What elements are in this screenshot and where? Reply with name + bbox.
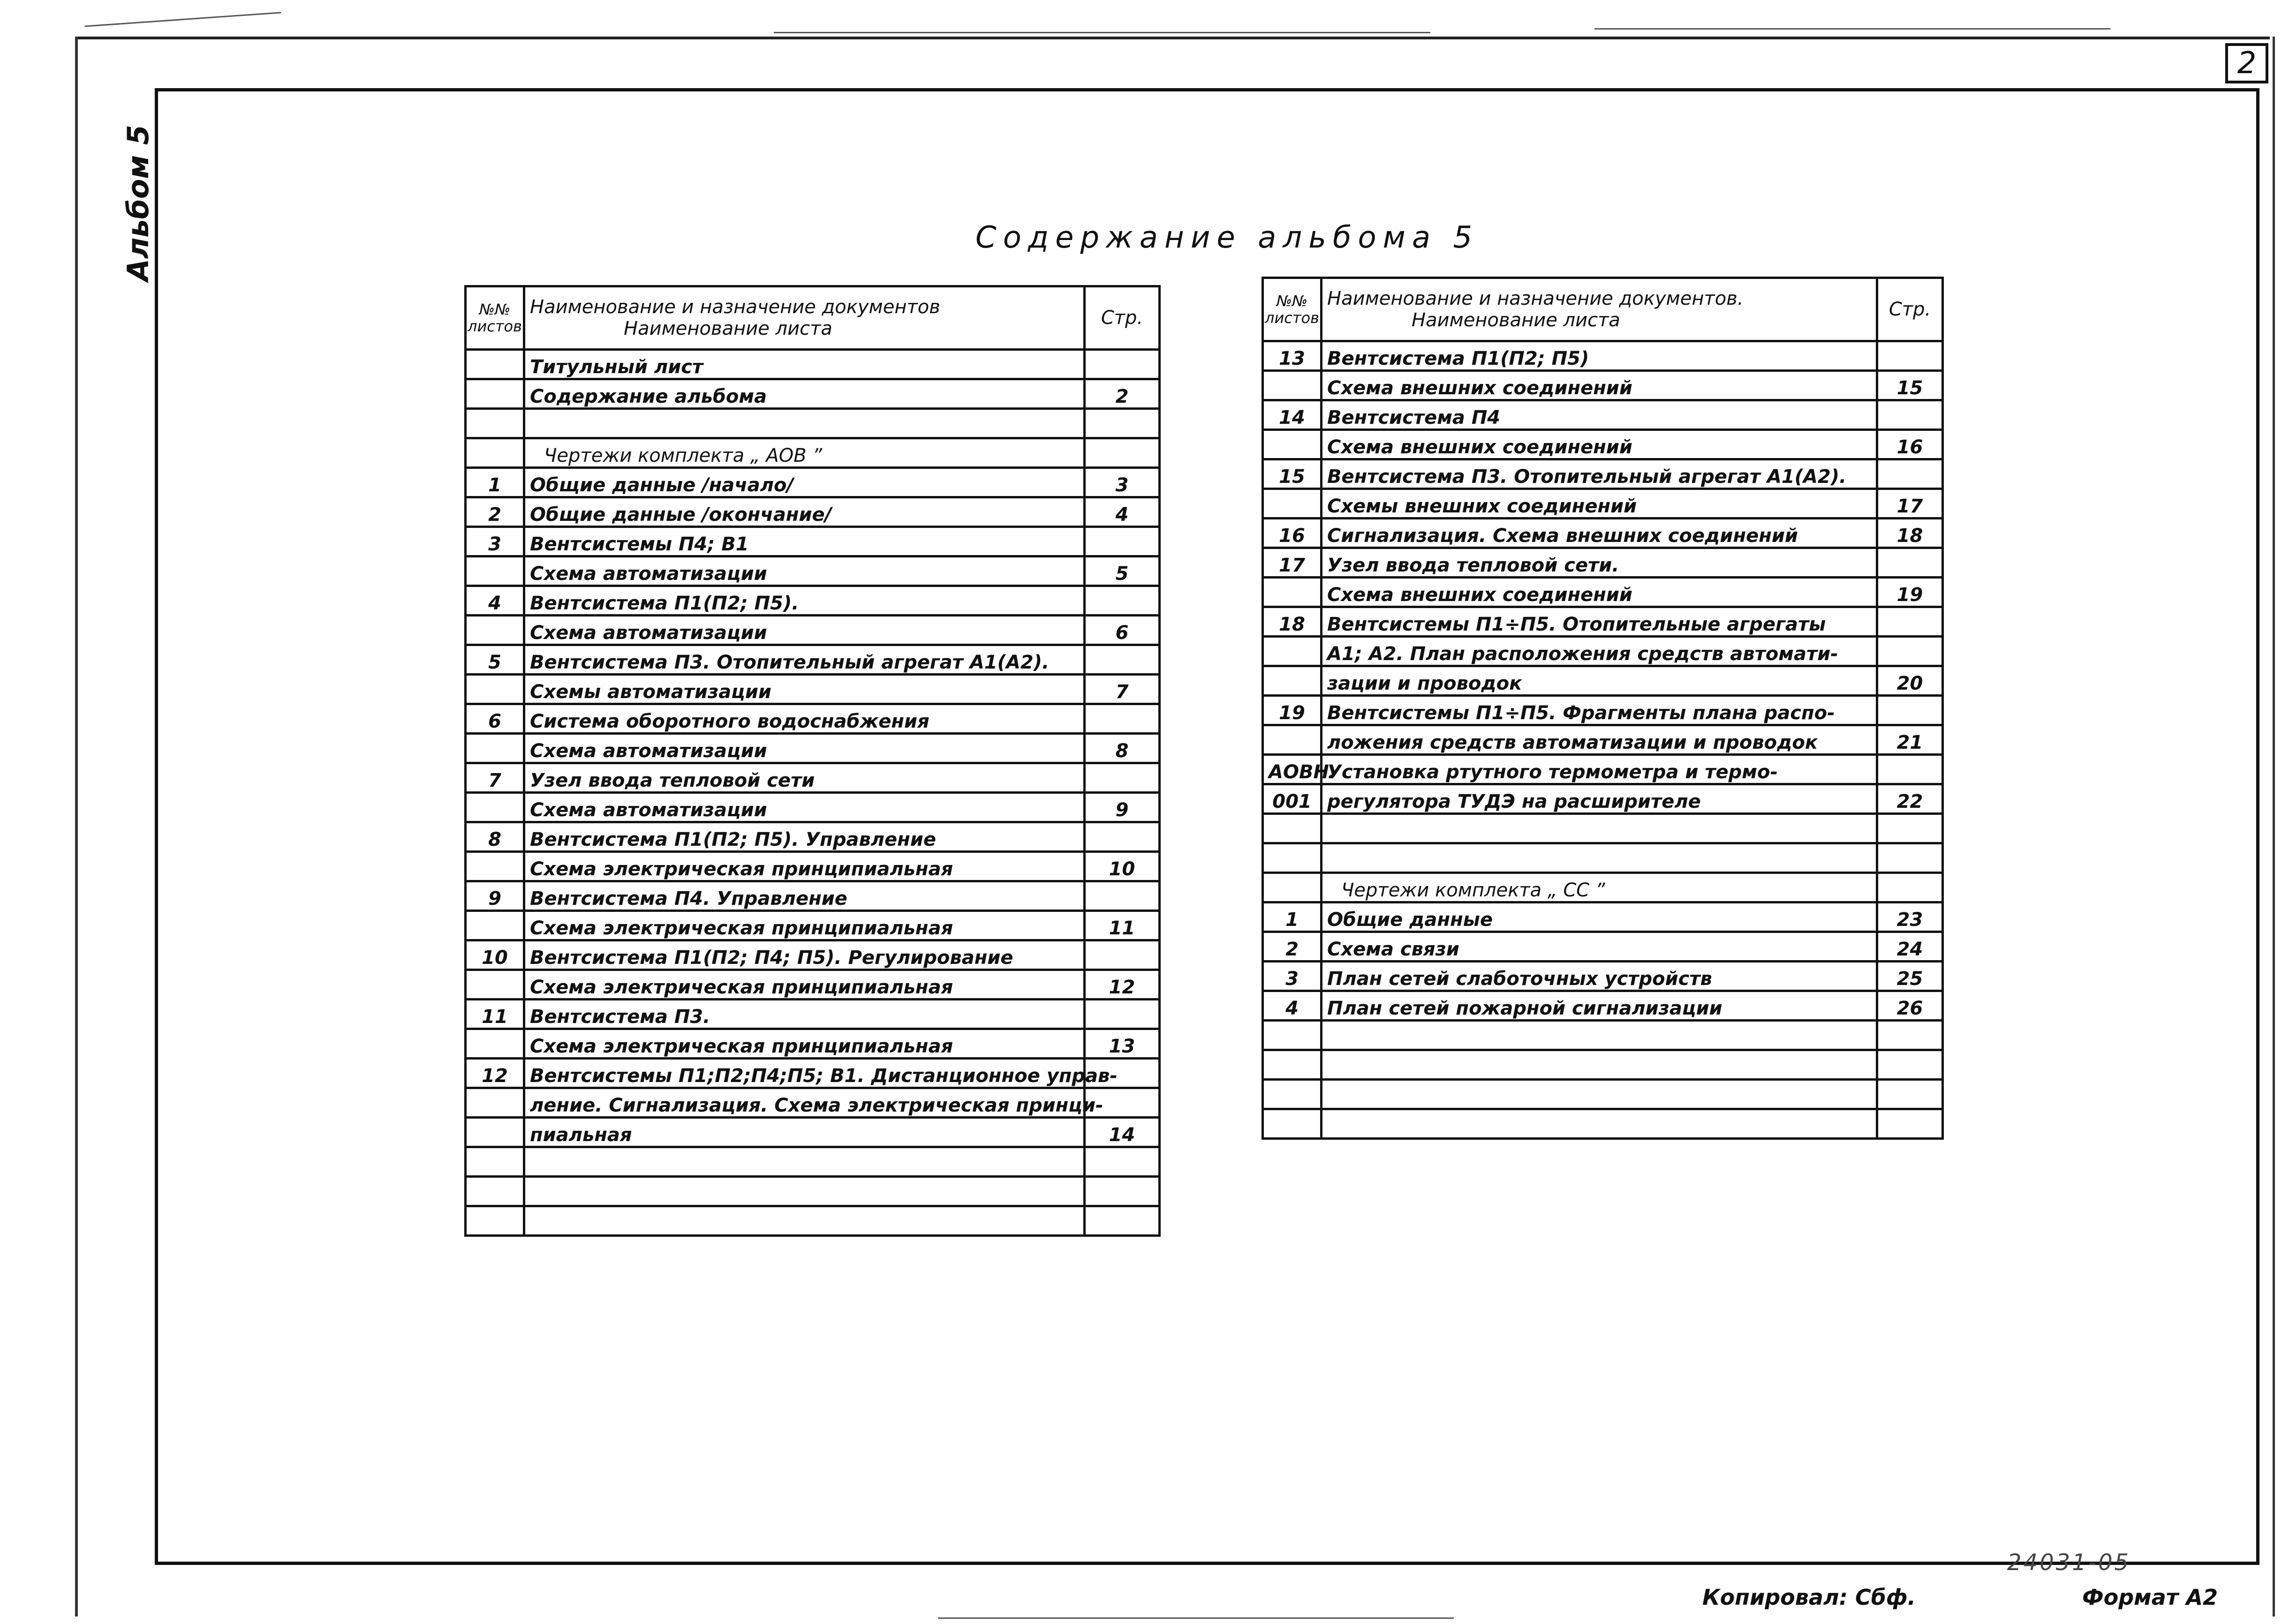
- table-row: [466, 940, 1160, 970]
- cell-sheet-number: 6: [466, 704, 524, 734]
- cell-page: 6: [1085, 616, 1160, 645]
- table-row: [1263, 459, 1943, 489]
- cell-document-name: Вентсистема П3. Отопительный агрегат А1(А2).: [1322, 459, 1877, 489]
- cell-page: [1877, 548, 1943, 578]
- header-name-line2: Наименование листа: [624, 318, 832, 339]
- cell-document-name: Схемы автоматизации: [524, 675, 1085, 704]
- cell-page: [1085, 1177, 1160, 1206]
- cell-document-name: План сетей пожарной сигнализации: [1322, 991, 1877, 1021]
- table-row: [1263, 902, 1943, 932]
- table-row: [1263, 548, 1943, 578]
- copied-by: Копировал: Сбф.: [1702, 1585, 1916, 1610]
- cell-sheet-number: 11: [466, 1000, 524, 1029]
- cell-sheet-number: [1263, 725, 1322, 755]
- cell-page: 22: [1877, 784, 1943, 814]
- cell-page: 15: [1877, 371, 1943, 400]
- table-row: [1263, 1050, 1943, 1080]
- cell-page: 16: [1877, 430, 1943, 459]
- scan-scratch: [938, 1617, 1454, 1619]
- cell-document-name: ложения средств автоматизации и проводок: [1322, 725, 1877, 755]
- cell-sheet-number: 15: [1263, 459, 1322, 489]
- cell-page: [1085, 704, 1160, 734]
- table-row: [466, 527, 1160, 556]
- cell-page: [1085, 409, 1160, 438]
- cell-document-name: Общие данные /начало/: [524, 468, 1085, 497]
- table-row: [466, 1029, 1160, 1059]
- outer-frame-left: [75, 37, 78, 1616]
- cell-document-name: Схема автоматизации: [524, 793, 1085, 822]
- cell-document-name: Вентсистема П1(П2; П5).: [524, 586, 1085, 616]
- cell-sheet-number: 2: [1263, 932, 1322, 962]
- table-row: [466, 911, 1160, 940]
- table-row: [1263, 755, 1943, 784]
- cell-sheet-number: [466, 1147, 524, 1177]
- cell-page: [1085, 940, 1160, 970]
- cell-page: 26: [1877, 991, 1943, 1021]
- cell-document-name: Схема внешних соединений: [1322, 578, 1877, 607]
- header-name-line1: Наименование и назначение документов.: [1327, 288, 1744, 309]
- cell-page: 9: [1085, 793, 1160, 822]
- outer-frame-top: [75, 37, 2270, 39]
- cell-document-name: [524, 409, 1085, 438]
- table-row: [466, 1177, 1160, 1206]
- cell-sheet-number: [466, 350, 524, 379]
- cell-document-name: А1; А2. План расположения средств автомати-: [1322, 637, 1877, 666]
- sheet-format: Формат А2: [2082, 1585, 2218, 1610]
- sheet-number: 2: [2225, 43, 2268, 83]
- cell-page: [1877, 873, 1943, 902]
- cell-page: 23: [1877, 902, 1943, 932]
- table-row: [466, 675, 1160, 704]
- cell-document-name: [1322, 814, 1877, 843]
- cell-sheet-number: [466, 852, 524, 881]
- table-row: [1263, 1021, 1943, 1050]
- cell-sheet-number: [1263, 371, 1322, 400]
- cell-page: [1877, 1109, 1943, 1139]
- cell-document-name: Вентсистема П3. Отопительный агрегат А1(А2).: [524, 645, 1085, 675]
- cell-document-name: Вентсистема П1(П2; П5): [1322, 341, 1877, 371]
- contents-table-right: [1262, 277, 1944, 1140]
- table-row: [1263, 489, 1943, 519]
- cell-sheet-number: [466, 1029, 524, 1059]
- cell-sheet-number: [466, 793, 524, 822]
- cell-sheet-number: 001: [1263, 784, 1322, 814]
- cell-sheet-number: [1263, 578, 1322, 607]
- header-sheet-number: №№ листов: [466, 286, 524, 350]
- table-row: [466, 704, 1160, 734]
- cell-document-name: Титульный лист: [524, 350, 1085, 379]
- cell-document-name: Схема внешних соединений: [1322, 371, 1877, 400]
- cell-page: 8: [1085, 734, 1160, 763]
- table-row: [1263, 666, 1943, 696]
- cell-page: [1085, 763, 1160, 793]
- cell-sheet-number: 10: [466, 940, 524, 970]
- cell-page: [1877, 814, 1943, 843]
- table-row: [1263, 725, 1943, 755]
- cell-sheet-number: 19: [1263, 696, 1322, 725]
- cell-sheet-number: [1263, 814, 1322, 843]
- cell-page: 11: [1085, 911, 1160, 940]
- cell-page: 18: [1877, 519, 1943, 548]
- cell-sheet-number: [466, 970, 524, 1000]
- cell-page: [1085, 527, 1160, 556]
- cell-sheet-number: 12: [466, 1059, 524, 1088]
- cell-sheet-number: 13: [1263, 341, 1322, 371]
- cell-sheet-number: 4: [466, 586, 524, 616]
- cell-document-name: [524, 1147, 1085, 1177]
- cell-document-name: Сигнализация. Схема внешних соединений: [1322, 519, 1877, 548]
- cell-document-name: [1322, 1050, 1877, 1080]
- cell-page: [1877, 1021, 1943, 1050]
- table-row: [466, 586, 1160, 616]
- cell-document-name: Вентсистема П1(П2; П5). Управление: [524, 822, 1085, 852]
- cell-document-name: Вентсистема П3.: [524, 1000, 1085, 1029]
- table-row: [1263, 814, 1943, 843]
- page-title: Содержание альбома 5: [975, 220, 1479, 255]
- cell-document-name: [1322, 843, 1877, 873]
- cell-sheet-number: 1: [1263, 902, 1322, 932]
- cell-page: 25: [1877, 962, 1943, 991]
- cell-page: 2: [1085, 379, 1160, 409]
- cell-document-name: Вентсистемы П1÷П5. Фрагменты плана распо-: [1322, 696, 1877, 725]
- cell-page: [1085, 645, 1160, 675]
- cell-sheet-number: [466, 438, 524, 468]
- cell-page: [1877, 843, 1943, 873]
- cell-sheet-number: [466, 1118, 524, 1147]
- cell-document-name: [524, 1206, 1085, 1236]
- table-row: [1263, 1109, 1943, 1139]
- cell-document-name: Схема связи: [1322, 932, 1877, 962]
- cell-page: [1877, 607, 1943, 637]
- header-document-name: [524, 286, 1085, 350]
- cell-document-name: План сетей слаботочных устройств: [1322, 962, 1877, 991]
- table-header-row: [466, 286, 1160, 350]
- cell-sheet-number: 3: [1263, 962, 1322, 991]
- cell-page: [1085, 438, 1160, 468]
- table-row: [1263, 430, 1943, 459]
- cell-sheet-number: АОВН.: [1263, 755, 1322, 784]
- cell-sheet-number: [466, 1206, 524, 1236]
- table-row: [466, 556, 1160, 586]
- cell-document-name: Вентсистемы П1;П2;П4;П5; В1. Дистанционное управ-: [524, 1059, 1085, 1088]
- table-row: [466, 379, 1160, 409]
- cell-page: [1085, 881, 1160, 911]
- table-row: [466, 1206, 1160, 1236]
- cell-sheet-number: [1263, 843, 1322, 873]
- cell-page: [1085, 822, 1160, 852]
- cell-document-name: Схема автоматизации: [524, 556, 1085, 586]
- table-row: [1263, 607, 1943, 637]
- header-name-line2: Наименование листа: [1412, 309, 1620, 331]
- cell-page: [1085, 1206, 1160, 1236]
- table-row: [1263, 962, 1943, 991]
- cell-page: [1085, 350, 1160, 379]
- document-code: 24031-05: [2007, 1549, 2131, 1576]
- cell-document-name: пиальная: [524, 1118, 1085, 1147]
- scan-scratch: [774, 32, 1430, 33]
- cell-page: [1877, 1080, 1943, 1109]
- cell-sheet-number: 5: [466, 645, 524, 675]
- cell-sheet-number: [466, 409, 524, 438]
- scan-scratch: [1594, 28, 2110, 30]
- header-sheet-number: №№ листов: [1263, 278, 1322, 341]
- cell-page: 3: [1085, 468, 1160, 497]
- cell-sheet-number: [1263, 873, 1322, 902]
- table-row: [1263, 637, 1943, 666]
- cell-page: 19: [1877, 578, 1943, 607]
- table-row: [1263, 932, 1943, 962]
- cell-document-name: Схема электрическая принципиальная: [524, 852, 1085, 881]
- cell-sheet-number: [1263, 1080, 1322, 1109]
- cell-sheet-number: [1263, 1021, 1322, 1050]
- table-row: [466, 852, 1160, 881]
- cell-sheet-number: 9: [466, 881, 524, 911]
- cell-sheet-number: [1263, 637, 1322, 666]
- cell-page: 14: [1085, 1118, 1160, 1147]
- cell-sheet-number: 16: [1263, 519, 1322, 548]
- cell-document-name: Схема автоматизации: [524, 734, 1085, 763]
- cell-document-name: регулятора ТУДЭ на расширителе: [1322, 784, 1877, 814]
- table-row: [466, 1118, 1160, 1147]
- cell-sheet-number: 17: [1263, 548, 1322, 578]
- cell-sheet-number: 18: [1263, 607, 1322, 637]
- header-page: Стр.: [1085, 286, 1160, 350]
- cell-section-title: Чертежи комплекта „ СС ”: [1322, 873, 1877, 902]
- cell-document-name: Вентсистема П1(П2; П4; П5). Регулирование: [524, 940, 1085, 970]
- cell-document-name: Система оборотного водоснабжения: [524, 704, 1085, 734]
- scan-scratch: [84, 12, 281, 27]
- cell-sheet-number: [466, 675, 524, 704]
- cell-page: [1877, 459, 1943, 489]
- table-row: [466, 763, 1160, 793]
- cell-document-name: Общие данные /окончание/: [524, 497, 1085, 527]
- table-row: [466, 881, 1160, 911]
- cell-page: 10: [1085, 852, 1160, 881]
- cell-document-name: [1322, 1080, 1877, 1109]
- header-page: Стр.: [1877, 278, 1943, 341]
- table-row: [1263, 696, 1943, 725]
- table-row: [466, 1088, 1160, 1118]
- table-row: [466, 1000, 1160, 1029]
- cell-sheet-number: [1263, 666, 1322, 696]
- table-row: [1263, 519, 1943, 548]
- cell-sheet-number: [1263, 1050, 1322, 1080]
- cell-document-name: Общие данные: [1322, 902, 1877, 932]
- table-row: [466, 822, 1160, 852]
- cell-page: [1085, 1000, 1160, 1029]
- cell-document-name: зации и проводок: [1322, 666, 1877, 696]
- cell-sheet-number: 7: [466, 763, 524, 793]
- cell-document-name: Вентсистема П4. Управление: [524, 881, 1085, 911]
- header-document-name: [1322, 278, 1877, 341]
- cell-document-name: Вентсистема П4: [1322, 400, 1877, 430]
- header-name-line1: Наименование и назначение документов: [530, 296, 940, 318]
- table-row: [1263, 400, 1943, 430]
- cell-sheet-number: 14: [1263, 400, 1322, 430]
- table-row: [1263, 991, 1943, 1021]
- cell-section-title: Чертежи комплекта „ АОВ ”: [524, 438, 1085, 468]
- cell-document-name: [1322, 1109, 1877, 1139]
- cell-sheet-number: 2: [466, 497, 524, 527]
- cell-sheet-number: [466, 1177, 524, 1206]
- table-header-row: [1263, 278, 1943, 341]
- cell-document-name: Узел ввода тепловой сети: [524, 763, 1085, 793]
- cell-document-name: Схема электрическая принципиальная: [524, 911, 1085, 940]
- cell-page: 13: [1085, 1029, 1160, 1059]
- cell-document-name: Схема электрическая принципиальная: [524, 1029, 1085, 1059]
- cell-document-name: Вентсистемы П1÷П5. Отопительные агрегаты: [1322, 607, 1877, 637]
- cell-document-name: ление. Сигнализация. Схема электрическая принци-: [524, 1088, 1085, 1118]
- table-row: [466, 350, 1160, 379]
- cell-sheet-number: 3: [466, 527, 524, 556]
- cell-page: [1877, 696, 1943, 725]
- cell-page: 21: [1877, 725, 1943, 755]
- cell-document-name: Схема внешних соединений: [1322, 430, 1877, 459]
- cell-sheet-number: [466, 734, 524, 763]
- table-row: [466, 970, 1160, 1000]
- cell-page: 5: [1085, 556, 1160, 586]
- contents-table-left: [464, 285, 1161, 1237]
- table-row: [466, 497, 1160, 527]
- table-row: [1263, 1080, 1943, 1109]
- cell-page: [1877, 341, 1943, 371]
- cell-sheet-number: [466, 911, 524, 940]
- cell-sheet-number: [466, 379, 524, 409]
- table-row: [1263, 784, 1943, 814]
- cell-sheet-number: 1: [466, 468, 524, 497]
- cell-page: 20: [1877, 666, 1943, 696]
- cell-document-name: Схема электрическая принципиальная: [524, 970, 1085, 1000]
- cell-document-name: Вентсистемы П4; В1: [524, 527, 1085, 556]
- table-row: [466, 438, 1160, 468]
- table-row: [1263, 371, 1943, 400]
- cell-page: 7: [1085, 675, 1160, 704]
- table-row: [466, 616, 1160, 645]
- table-row: [466, 468, 1160, 497]
- cell-page: 4: [1085, 497, 1160, 527]
- outer-frame-right: [2273, 37, 2275, 1616]
- cell-document-name: [1322, 1021, 1877, 1050]
- cell-page: 24: [1877, 932, 1943, 962]
- cell-document-name: Узел ввода тепловой сети.: [1322, 548, 1877, 578]
- table-row: [466, 409, 1160, 438]
- cell-document-name: [524, 1177, 1085, 1206]
- table-row: [1263, 578, 1943, 607]
- cell-page: [1085, 1147, 1160, 1177]
- cell-page: [1877, 400, 1943, 430]
- table-row: [466, 734, 1160, 763]
- cell-document-name: Схемы внешних соединений: [1322, 489, 1877, 519]
- cell-sheet-number: [1263, 489, 1322, 519]
- table-row: [1263, 873, 1943, 902]
- cell-page: [1877, 1050, 1943, 1080]
- cell-page: 12: [1085, 970, 1160, 1000]
- cell-sheet-number: [466, 1088, 524, 1118]
- cell-sheet-number: [1263, 430, 1322, 459]
- cell-page: [1085, 586, 1160, 616]
- table-row: [466, 1147, 1160, 1177]
- cell-sheet-number: [466, 616, 524, 645]
- table-row: [466, 645, 1160, 675]
- table-row: [466, 793, 1160, 822]
- cell-page: [1877, 755, 1943, 784]
- cell-sheet-number: [466, 556, 524, 586]
- table-row: [1263, 843, 1943, 873]
- album-side-label: Альбом 5: [121, 125, 155, 281]
- cell-page: [1877, 637, 1943, 666]
- cell-document-name: Установка ртутного термометра и термо-: [1322, 755, 1877, 784]
- cell-document-name: Содержание альбома: [524, 379, 1085, 409]
- cell-sheet-number: 8: [466, 822, 524, 852]
- table-row: [1263, 341, 1943, 371]
- table-row: [466, 1059, 1160, 1088]
- cell-page: 17: [1877, 489, 1943, 519]
- cell-sheet-number: [1263, 1109, 1322, 1139]
- cell-document-name: Схема автоматизации: [524, 616, 1085, 645]
- cell-sheet-number: 4: [1263, 991, 1322, 1021]
